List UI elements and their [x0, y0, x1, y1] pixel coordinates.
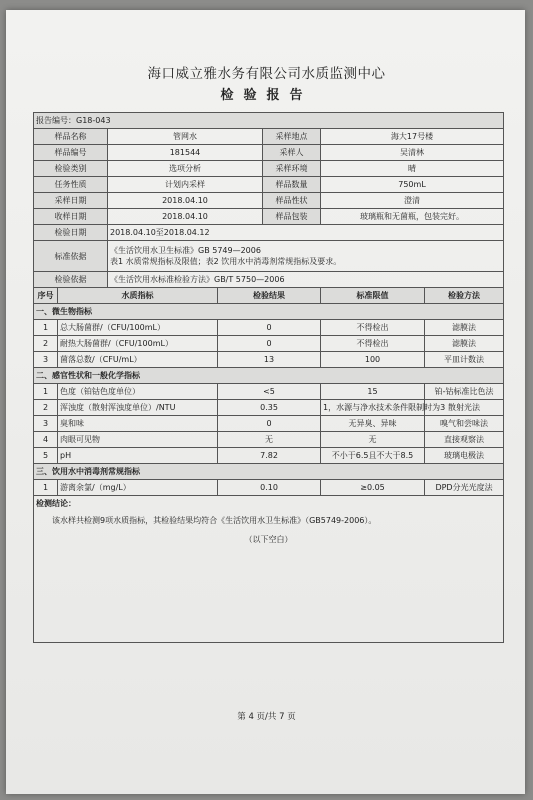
row-result: 0.35: [218, 400, 321, 416]
info-value: 晴: [321, 161, 504, 177]
conclusion-cell: [34, 496, 504, 643]
method-basis-row: [34, 272, 504, 288]
section-title: 二、感官性状和一般化学指标: [34, 368, 504, 384]
info-value: 吴清林: [321, 145, 504, 161]
info-label: 采样环境: [263, 161, 321, 177]
row-method: 嗅气和尝味法: [425, 416, 504, 432]
info-label: 样品编号: [34, 145, 108, 161]
info-value: 玻璃瓶和无菌瓶，包装完好。: [321, 209, 504, 225]
table-row: [34, 400, 504, 416]
row-item: 肉眼可见物: [58, 432, 218, 448]
info-row: [34, 209, 504, 225]
col-header-method: 检验方法: [425, 288, 504, 304]
row-item: 菌落总数/（CFU/mL）: [58, 352, 218, 368]
section-row: [34, 304, 504, 320]
info-value: 750mL: [321, 177, 504, 193]
info-value: 2018.04.10: [108, 193, 263, 209]
info-label: 样品包装: [263, 209, 321, 225]
info-value: 选项分析: [108, 161, 263, 177]
row-result: 无: [218, 432, 321, 448]
row-no: 1: [34, 480, 58, 496]
row-result: 0.10: [218, 480, 321, 496]
info-row: [34, 129, 504, 145]
row-result: 13: [218, 352, 321, 368]
row-item: 色度（铂钴色度单位）: [58, 384, 218, 400]
row-result: 0: [218, 416, 321, 432]
info-row: [34, 145, 504, 161]
info-value: 计划内采样: [108, 177, 263, 193]
row-no: 3: [34, 352, 58, 368]
row-no: 1: [34, 320, 58, 336]
row-method: 滤膜法: [425, 336, 504, 352]
table-row: [34, 384, 504, 400]
table-row: [34, 448, 504, 464]
row-result: 0: [218, 336, 321, 352]
info-value: 管网水: [108, 129, 263, 145]
row-item: 耐热大肠菌群/（CFU/100mL）: [58, 336, 218, 352]
row-item: 总大肠菌群/（CFU/100mL）: [58, 320, 218, 336]
info-value: 181544: [108, 145, 263, 161]
info-label: 采样人: [263, 145, 321, 161]
standard-row: [34, 241, 504, 272]
report-number: 报告编号：G18-043: [34, 113, 504, 129]
standard-label: 标准依据: [34, 241, 108, 272]
row-method: 玻璃电极法: [425, 448, 504, 464]
row-limit: 不小于6.5且不大于8.5: [321, 448, 425, 464]
report-table: [33, 112, 504, 643]
section-row: [34, 368, 504, 384]
page-footer: 第 4 页/共 7 页: [237, 712, 296, 722]
row-item: pH: [58, 448, 218, 464]
report-number-row: [34, 113, 504, 129]
col-header-result: 检验结果: [218, 288, 321, 304]
col-header-limit: 标准限值: [321, 288, 425, 304]
info-label: 采样地点: [263, 129, 321, 145]
conclusion-title: 检测结论：: [36, 499, 76, 508]
row-result: 0: [218, 320, 321, 336]
info-label: 采样日期: [34, 193, 108, 209]
table-row: [34, 416, 504, 432]
row-limit: 15: [321, 384, 425, 400]
row-method: 铂-钴标准比色法: [425, 384, 504, 400]
method-basis-label: 检验依据: [34, 272, 108, 288]
table-row: [34, 320, 504, 336]
report-title: 检验报告: [220, 88, 313, 103]
row-method: 直接观察法: [425, 432, 504, 448]
row-limit: 不得检出: [321, 336, 425, 352]
info-row: [34, 177, 504, 193]
row-limit: 不得检出: [321, 320, 425, 336]
method-basis-value: 《生活饮用水标准检验方法》GB/T 5750—2006: [108, 272, 504, 288]
info-label: 检验类别: [34, 161, 108, 177]
row-no: 2: [34, 400, 58, 416]
table-row: [34, 480, 504, 496]
conclusion-blank-note: （以下空白）: [244, 535, 293, 544]
row-no: 4: [34, 432, 58, 448]
row-no: 1: [34, 384, 58, 400]
info-value: 澄清: [321, 193, 504, 209]
row-result: 7.82: [218, 448, 321, 464]
section-title: 一、微生物指标: [34, 304, 504, 320]
column-header-row: [34, 288, 504, 304]
conclusion-text: 该水样共检测9项水质指标，其检验结果均符合《生活饮用水卫生标准》（GB5749-2006）。: [52, 516, 377, 525]
table-row: [34, 352, 504, 368]
standard-line-1: 《生活饮用水卫生标准》GB 5749—2006: [110, 246, 261, 255]
row-no: 3: [34, 416, 58, 432]
info-label: 任务性质: [34, 177, 108, 193]
row-method: DPD分光光度法: [425, 480, 504, 496]
row-limit: 无: [321, 432, 425, 448]
row-no: 5: [34, 448, 58, 464]
col-header-no: 序号: [34, 288, 58, 304]
row-result: <5: [218, 384, 321, 400]
conclusion-row: [34, 496, 504, 643]
row-method: 滤膜法: [425, 320, 504, 336]
info-row: [34, 193, 504, 209]
info-label: 收样日期: [34, 209, 108, 225]
test-date-row: [34, 225, 504, 241]
test-date-value: 2018.04.10至2018.04.12: [108, 225, 504, 241]
test-date-label: 检验日期: [34, 225, 108, 241]
info-label: 样品名称: [34, 129, 108, 145]
row-method: 平皿计数法: [425, 352, 504, 368]
table-row: [34, 336, 504, 352]
info-label: 样品性状: [263, 193, 321, 209]
info-label: 样品数量: [263, 177, 321, 193]
row-method: 散射光法: [425, 400, 504, 416]
row-limit: 无异臭、异味: [321, 416, 425, 432]
row-item: 臭和味: [58, 416, 218, 432]
row-item: 浑浊度（散射浑浊度单位）/NTU: [58, 400, 218, 416]
standard-value: [108, 241, 504, 272]
standard-line-2: 表1 水质常规指标及限值；表2 饮用水中消毒剂常规指标及要求。: [110, 257, 342, 266]
info-value: 海大17号楼: [321, 129, 504, 145]
col-header-item: 水质指标: [58, 288, 218, 304]
row-limit: ≥0.05: [321, 480, 425, 496]
info-value: 2018.04.10: [108, 209, 263, 225]
section-title: 三、饮用水中消毒剂常规指标: [34, 464, 504, 480]
table-row: [34, 432, 504, 448]
row-item: 游离余氯/（mg/L）: [58, 480, 218, 496]
info-row: [34, 161, 504, 177]
org-name: 海口威立雅水务有限公司水质监测中心: [147, 66, 386, 82]
row-no: 2: [34, 336, 58, 352]
row-limit: 1，水源与净水技术条件限制时为3: [321, 400, 425, 416]
section-row: [34, 464, 504, 480]
row-limit: 100: [321, 352, 425, 368]
